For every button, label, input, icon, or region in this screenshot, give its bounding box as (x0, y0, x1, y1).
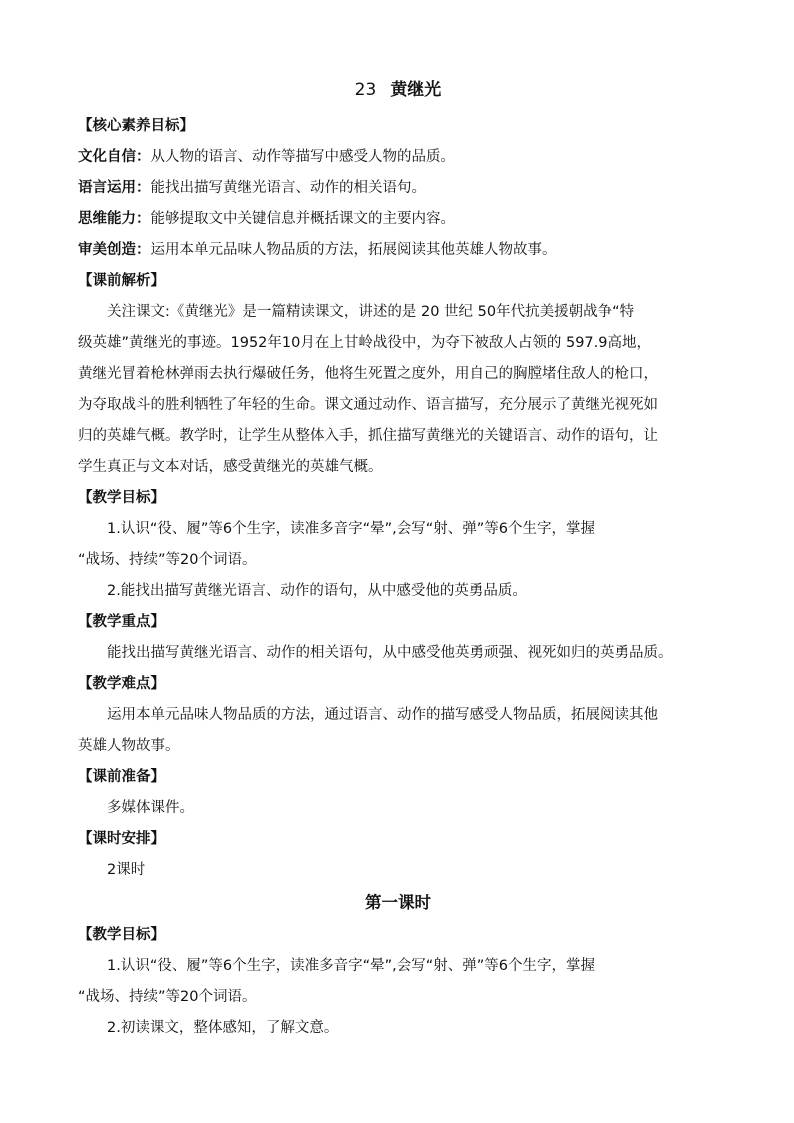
key-points-heading: 【教学重点】 (78, 614, 165, 630)
teaching-goal-1: 1.认识“役、履”等6个生字，读准多音字“晕”,会写“射、弹”等6个生字，掌握 (107, 521, 595, 537)
pre-analysis-line: 学生真正与文本对话，感受黄继光的英雄气概。 (78, 459, 383, 475)
pre-analysis-line: 黄继光冒着枪林弹雨去执行爆破任务，他将生死置之度外，用自己的胸膛堵住敌人的枪口， (78, 366, 658, 382)
schedule-heading: 【课时安排】 (78, 831, 165, 847)
difficulties-heading: 【教学难点】 (78, 676, 165, 692)
teaching-goal-2: 2.能找出描写黄继光语言、动作的语句，从中感受他的英勇品质。 (107, 583, 527, 599)
first-lesson-title: 第一课时 (365, 893, 431, 912)
difficulties-text-cont: 英雄人物故事。 (78, 738, 180, 754)
teaching-goal-1-cont: “战场、持续”等20个词语。 (78, 552, 257, 568)
difficulties-text: 运用本单元品味人物品质的方法，通过语言、动作的描写感受人物品质，拓展阅读其他 (107, 707, 658, 723)
preparation-text: 多媒体课件。 (107, 800, 194, 816)
lesson-number: 23 (354, 80, 377, 100)
lesson-title (78, 76, 718, 104)
core-goal-thinking: 思维能力：能够提取文中关键信息并概括课文的主要内容。 (78, 211, 455, 227)
first-lesson-goal-2: 2.初读课文，整体感知，了解文意。 (107, 1020, 339, 1036)
first-lesson-goal-1-cont: “战场、持续”等20个词语。 (78, 989, 257, 1005)
pre-analysis-line: 归的英雄气概。教学时，让学生从整体入手，抓住描写黄继光的关键语言、动作的语句，让 (78, 428, 658, 444)
pre-analysis-line: 级英雄”黄继光的事迹。1952年10月在上甘岭战役中，为夺下被敌人占领的 597.9高地， (78, 335, 651, 351)
first-lesson-goals-heading: 【教学目标】 (78, 927, 165, 943)
core-goals-heading: 【核心素养目标】 (78, 118, 194, 134)
first-lesson-goal-1: 1.认识“役、履”等6个生字，读准多音字“晕”,会写“射、弹”等6个生字，掌握 (107, 958, 595, 974)
core-goal-aesthetic: 审美创造：运用本单元品味人物品质的方法，拓展阅读其他英雄人物故事。 (78, 242, 557, 258)
preparation-heading: 【课前准备】 (78, 769, 165, 785)
document-content (78, 76, 718, 1044)
schedule-text: 2课时 (107, 862, 146, 878)
lesson-name: 黄继光 (390, 80, 442, 100)
pre-analysis-heading: 【课前解析】 (78, 273, 165, 289)
teaching-goals-heading: 【教学目标】 (78, 490, 165, 506)
core-goal-culture: 文化自信：从人物的语言、动作等描写中感受人物的品质。 (78, 149, 455, 165)
key-points-text: 能找出描写黄继光语言、动作的相关语句，从中感受他英勇顽强、视死如归的英勇品质。 (107, 645, 673, 661)
pre-analysis-line: 关注课文:《黄继光》是一篇精读课文，讲述的是 20 世纪 50年代抗美援朝战争“特 (107, 304, 635, 320)
pre-analysis-line: 为夺取战斗的胜利牺牲了年轻的生命。课文通过动作、语言描写，充分展示了黄继光视死如 (78, 397, 658, 413)
core-goal-language: 语言运用：能找出描写黄继光语言、动作的相关语句。 (78, 180, 426, 196)
